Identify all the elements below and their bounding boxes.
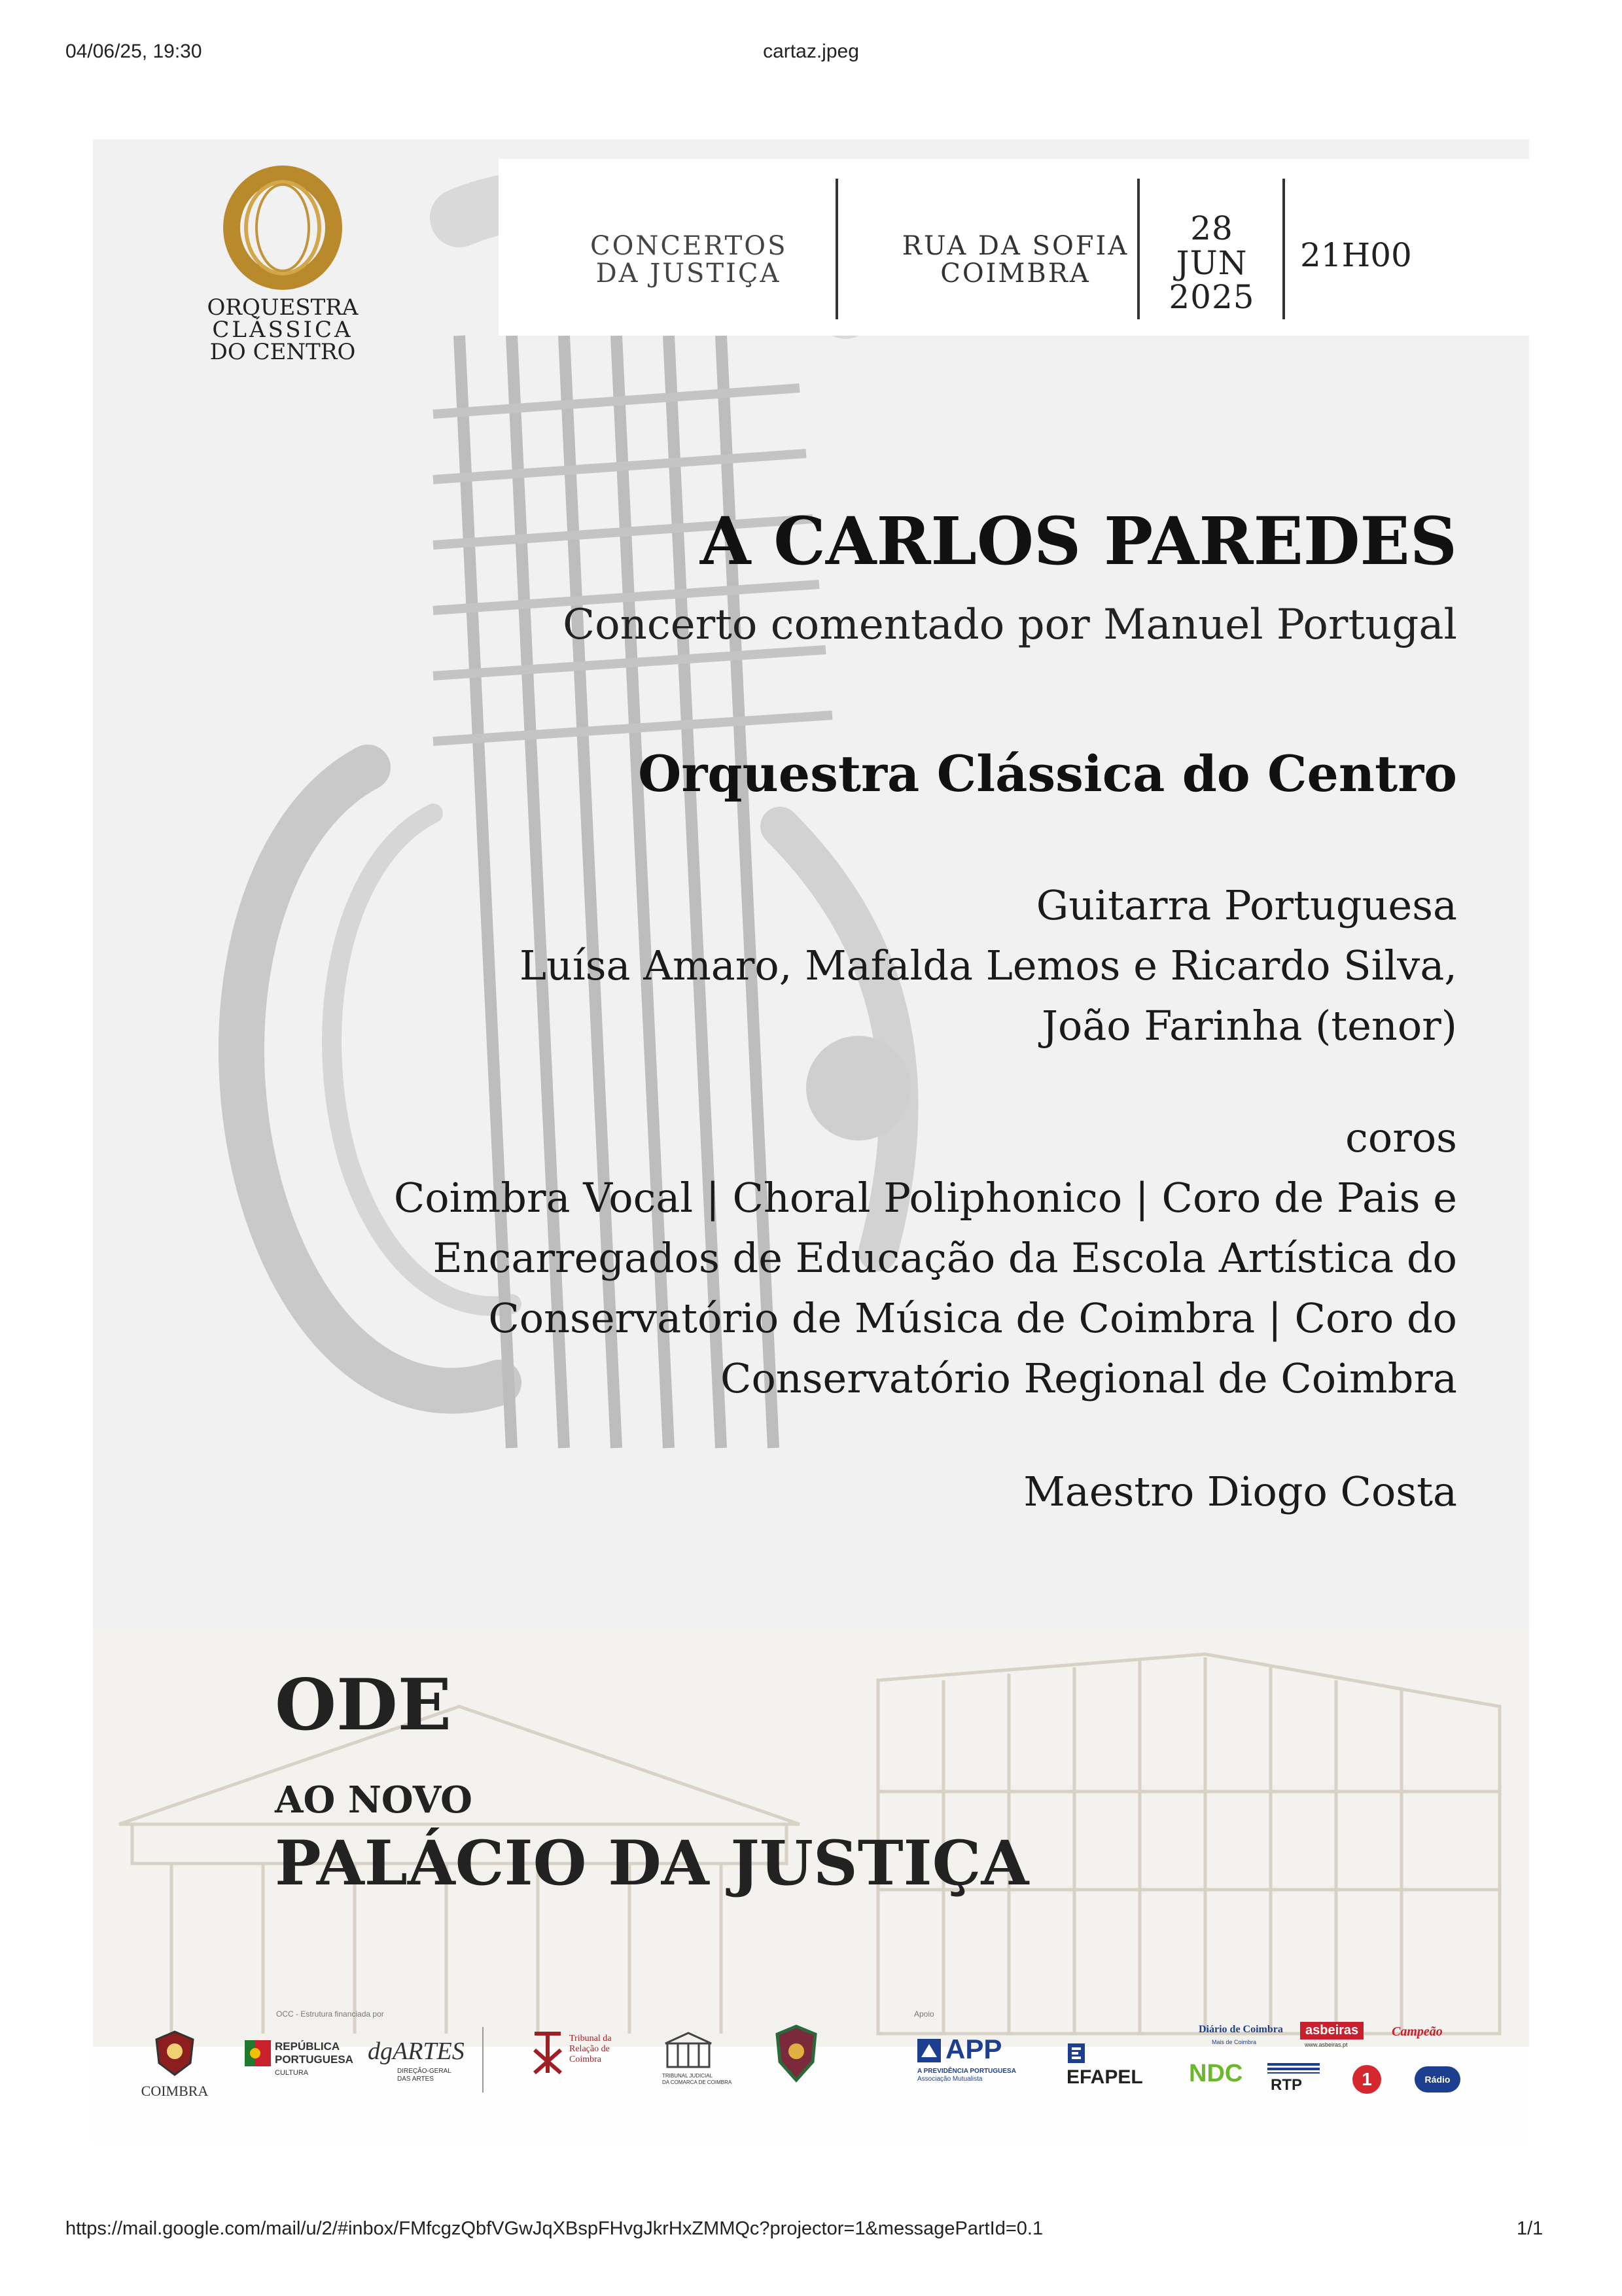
republica-line2: PORTUGUESA xyxy=(275,2053,353,2066)
orchestra-name: Orquestra Clássica do Centro xyxy=(638,745,1457,803)
republica-flag-icon xyxy=(245,2040,271,2066)
tribunal-relacao-emblem-icon xyxy=(531,2030,564,2076)
choirs-line: Conservatório de Música de Coimbra | Coro do xyxy=(488,1294,1457,1342)
concert-subtitle: Concerto comentado por Manuel Portugal xyxy=(563,601,1457,649)
antena1-logo: 1 xyxy=(1352,2065,1381,2094)
orchestra-logo-text xyxy=(204,296,361,363)
app-logo-icon xyxy=(917,2039,941,2062)
tribunal-comarca-building-icon xyxy=(662,2030,714,2070)
efapel-logo: EFAPEL xyxy=(1067,2066,1143,2088)
republica-line1: REPÚBLICA xyxy=(275,2040,340,2053)
dgartes-logo: dgARTES xyxy=(368,2038,465,2065)
series-line1: CONCERTOS xyxy=(590,231,788,261)
soloists-block xyxy=(520,875,1457,1056)
dgartes-sub-line2: DAS ARTES xyxy=(397,2075,434,2083)
divider-1 xyxy=(836,179,838,319)
tribunal-comarca-line1: TRIBUNAL JUDICIAL xyxy=(662,2073,713,2079)
venue-line1: RUA DA SOFIA xyxy=(902,231,1129,261)
diario-coimbra-subtitle: Mais de Coimbra xyxy=(1212,2039,1257,2045)
republica-portuguesa-logo xyxy=(275,2040,353,2079)
series-line2: DA JUSTIÇA xyxy=(595,258,781,289)
print-filename: cartaz.jpeg xyxy=(763,41,859,62)
choirs-line: Coimbra Vocal | Choral Poliphonico | Coro de Pais e xyxy=(393,1174,1457,1222)
venue-line2: COIMBRA xyxy=(940,258,1091,289)
funding-note: OCC - Estrutura financiada por xyxy=(276,2009,384,2019)
concert-title: A CARLOS PAREDES xyxy=(699,503,1457,580)
choirs-line: Conservatório Regional de Coimbra xyxy=(720,1354,1457,1402)
tribunal-relacao-label xyxy=(569,2034,611,2065)
event-time: 21H00 xyxy=(1300,236,1412,274)
palace-section xyxy=(93,1628,1529,2143)
divider-2 xyxy=(1137,179,1140,319)
diario-coimbra-logo: Diário de Coimbra xyxy=(1199,2024,1283,2035)
series-name xyxy=(590,232,786,287)
orchestra-logo-ring-icon xyxy=(220,166,345,290)
sponsor-divider xyxy=(482,2027,484,2093)
tribunal-relacao-line2: Relação de xyxy=(569,2044,610,2054)
event-date xyxy=(1146,211,1277,315)
orchestra-logo-line3: DO CENTRO xyxy=(209,339,356,365)
orchestra-logo-line1: ORQUESTRA xyxy=(207,294,359,321)
orchestra-logo-line2: CLÁSSICA xyxy=(212,317,353,343)
ode-line2: AO NOVO xyxy=(275,1778,472,1822)
ode-line3: PALÁCIO DA JUSTIÇA xyxy=(275,1828,1029,1899)
date-month: JUN xyxy=(1176,243,1248,282)
concert-poster xyxy=(93,139,1529,2143)
asbeiras-url: www.asbeiras.pt xyxy=(1305,2041,1348,2048)
rtp-stripes-icon xyxy=(1267,2063,1320,2074)
coat-of-arms-icon xyxy=(773,2024,819,2083)
soloists-line: Guitarra Portuguesa xyxy=(1036,881,1457,929)
republica-line3: CULTURA xyxy=(275,2069,309,2077)
print-page-number: 1/1 xyxy=(1517,2218,1543,2239)
dgartes-subtitle xyxy=(397,2068,451,2083)
app-sub-line1: A PREVIDÊNCIA PORTUGUESA xyxy=(917,2068,1016,2075)
tribunal-relacao-line1: Tribunal da xyxy=(569,2034,612,2043)
coimbra-label: COIMBRA xyxy=(141,2083,209,2099)
date-year: 2025 xyxy=(1169,278,1255,316)
date-day: 28 xyxy=(1190,209,1233,247)
rtp-logo: RTP xyxy=(1271,2076,1302,2094)
tribunal-comarca-line2: DA COMARCA DE COIMBRA xyxy=(662,2079,732,2085)
app-sub-line2: Associação Mutualista xyxy=(917,2075,983,2083)
support-label: Apoio xyxy=(914,2009,934,2019)
ndc-logo: NDC xyxy=(1189,2060,1243,2087)
asbeiras-logo: asbeiras xyxy=(1300,2022,1364,2040)
soloists-line: Luísa Amaro, Mafalda Lemos e Ricardo Silva, xyxy=(519,942,1457,989)
print-url[interactable]: https://mail.google.com/mail/u/2/#inbox/FMfcgzQbfVGwJqXBspFHvgJkrHxZMMQc?projector=1&messagePartId=0.1 xyxy=(65,2218,1044,2239)
tribunal-comarca-label xyxy=(662,2073,732,2086)
coimbra-crest-icon xyxy=(155,2030,194,2076)
choirs-block xyxy=(394,1108,1457,1409)
campeao-logo: Campeão xyxy=(1392,2024,1443,2039)
choirs-line: Encarregados de Educação da Escola Artística do xyxy=(432,1234,1457,1282)
app-logo: APP xyxy=(945,2034,1002,2064)
efapel-logo-icon xyxy=(1068,2043,1085,2063)
tribunal-relacao-line3: Coimbra xyxy=(569,2055,601,2064)
choirs-label: coros xyxy=(1345,1114,1457,1161)
radio-logo: Rádio xyxy=(1415,2066,1460,2093)
venue xyxy=(898,232,1133,287)
ode-line1: ODE xyxy=(275,1664,452,1746)
app-subtitle xyxy=(917,2068,1016,2083)
soloists-line: João Farinha (tenor) xyxy=(1042,1002,1457,1050)
print-datetime: 04/06/25, 19:30 xyxy=(65,41,202,62)
conductor: Maestro Diogo Costa xyxy=(1023,1468,1457,1515)
divider-3 xyxy=(1282,179,1285,319)
dgartes-sub-line1: DIREÇÃO-GERAL xyxy=(397,2068,451,2075)
